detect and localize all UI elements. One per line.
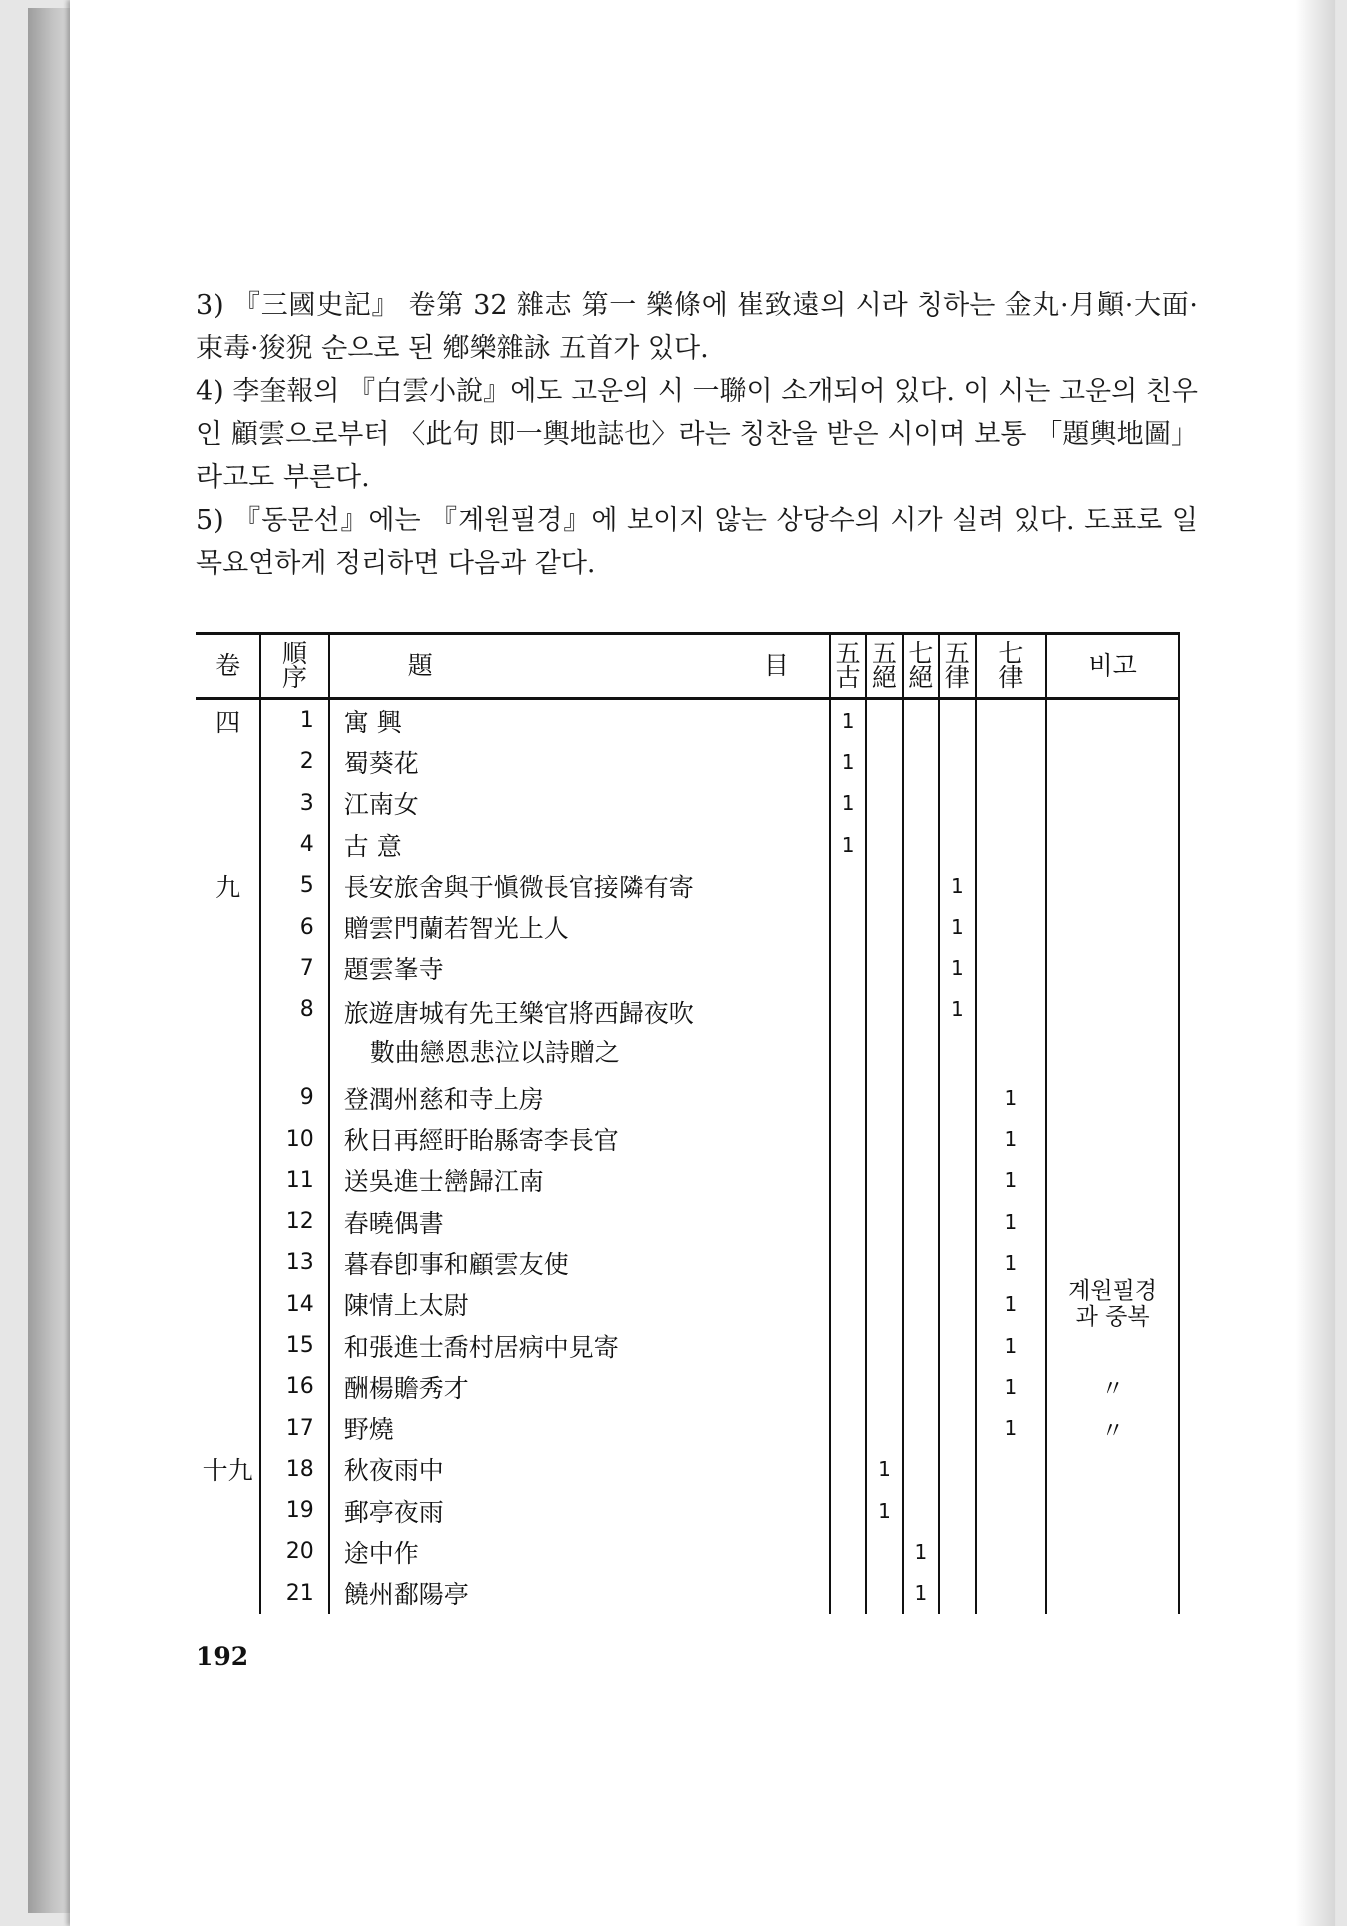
- order-cell: 4: [260, 824, 329, 865]
- volume-cell: [196, 948, 260, 989]
- note-cell: [1046, 989, 1179, 1077]
- note-cell: [1046, 1449, 1179, 1490]
- table-row: [196, 1490, 1179, 1531]
- mark-cell: 1: [976, 1160, 1047, 1201]
- volume-cell: [196, 1201, 260, 1242]
- mark-cell: [830, 865, 866, 906]
- title-cell: 秋夜雨中: [329, 1449, 830, 1490]
- mark-cell: 1: [903, 1573, 939, 1614]
- mark-cell: [866, 1201, 902, 1242]
- note-cell: [1046, 824, 1179, 865]
- ditto-mark: 〃: [1046, 1366, 1179, 1407]
- note-cell: [1046, 1160, 1179, 1201]
- order-cell: 3: [260, 783, 329, 824]
- mark-cell: [866, 1242, 902, 1283]
- title-cell: 長安旅舍與于愼微長官接隣有寄: [329, 865, 830, 906]
- footnote-3: 3) 『三國史記』 卷第 32 雜志 第一 樂條에 崔致遠의 시라 칭하는 金丸·月顚·大面·束毒·狻猊 순으로 된 鄕樂雜詠 五首가 있다.: [196, 290, 1198, 364]
- mark-cell: [903, 699, 939, 742]
- title-cell: 郵亭夜雨: [329, 1490, 830, 1531]
- mark-cell: [866, 1573, 902, 1614]
- mark-cell: [939, 1118, 975, 1159]
- note-cell: [1046, 1573, 1179, 1614]
- note-cell: [1046, 783, 1179, 824]
- mark-cell: [939, 1242, 975, 1283]
- mark-cell: [939, 1490, 975, 1531]
- mark-cell: [976, 1449, 1047, 1490]
- mark-cell: [866, 1407, 902, 1448]
- order-cell: 20: [260, 1531, 329, 1572]
- mark-cell: [830, 1325, 866, 1366]
- mark-cell: 1: [976, 1077, 1047, 1118]
- mark-cell: [830, 948, 866, 989]
- order-cell: 15: [260, 1325, 329, 1366]
- mark-cell: 1: [866, 1449, 902, 1490]
- mark-cell: [866, 1077, 902, 1118]
- volume-cell: [196, 1573, 260, 1614]
- mark-cell: [976, 948, 1047, 989]
- mark-cell: [903, 824, 939, 865]
- table-row: [196, 1201, 1179, 1242]
- mark-cell: [976, 865, 1047, 906]
- volume-cell: [196, 1490, 260, 1531]
- title-cell: 途中作: [329, 1531, 830, 1572]
- order-cell: 5: [260, 865, 329, 906]
- table-row: [196, 1160, 1179, 1201]
- mark-cell: [866, 1284, 902, 1325]
- volume-cell: [196, 1242, 260, 1283]
- table-row: [196, 824, 1179, 865]
- table-header-row: [196, 634, 1179, 699]
- mark-cell: 1: [939, 989, 975, 1077]
- note-cell: [1046, 741, 1179, 782]
- volume-cell: [196, 906, 260, 947]
- mark-cell: [866, 824, 902, 865]
- title-cell: 寓 興: [329, 699, 830, 742]
- title-cell: 陳情上太尉: [329, 1284, 830, 1325]
- mark-cell: [866, 783, 902, 824]
- volume-cell: 九: [215, 872, 241, 902]
- mark-cell: [830, 1160, 866, 1201]
- mark-cell: [866, 906, 902, 947]
- table-row: [196, 1407, 1179, 1448]
- table-row: [196, 1531, 1179, 1572]
- title-cell: 和張進士喬村居病中見寄: [329, 1325, 830, 1366]
- mark-cell: [976, 824, 1047, 865]
- mark-cell: [866, 1118, 902, 1159]
- mark-cell: 1: [976, 1118, 1047, 1159]
- mark-cell: [866, 1160, 902, 1201]
- mark-cell: 1: [939, 948, 975, 989]
- mark-cell: [976, 1531, 1047, 1572]
- footnote-5: 5) 『동문선』에는 『계원필경』에 보이지 않는 상당수의 시가 실려 있다. 도표로 일목요연하게 정리하면 다음과 같다.: [196, 505, 1198, 579]
- mark-cell: [903, 1490, 939, 1531]
- mark-cell: [939, 699, 975, 742]
- mark-cell: [903, 1118, 939, 1159]
- mark-cell: 1: [976, 1242, 1047, 1283]
- note-cell: [1046, 906, 1179, 947]
- title-cell: 酬楊贍秀才: [329, 1366, 830, 1407]
- mark-cell: [939, 1366, 975, 1407]
- page-number: 192: [196, 1642, 249, 1671]
- title-cell: 登潤州慈和寺上房: [329, 1077, 830, 1118]
- title-cell: 秋日再經盱眙縣寄李長官: [329, 1118, 830, 1159]
- mark-cell: [866, 989, 902, 1077]
- mark-cell: 1: [830, 824, 866, 865]
- order-cell: 7: [260, 948, 329, 989]
- header-note: 비고: [1046, 634, 1179, 699]
- title-cell: 送吳進士巒歸江南: [329, 1160, 830, 1201]
- volume-cell: [196, 1531, 260, 1572]
- order-cell: 12: [260, 1201, 329, 1242]
- mark-cell: [939, 783, 975, 824]
- mark-cell: [939, 1573, 975, 1614]
- mark-cell: [903, 1160, 939, 1201]
- mark-cell: [866, 699, 902, 742]
- header-seven-jueju: 七 絕: [903, 634, 939, 699]
- mark-cell: [939, 741, 975, 782]
- title-cell: 野燒: [329, 1407, 830, 1448]
- table-row: [196, 1242, 1179, 1283]
- table-row: [196, 741, 1179, 782]
- mark-cell: [939, 1284, 975, 1325]
- mark-cell: 1: [976, 1201, 1047, 1242]
- volume-cell: [196, 783, 260, 824]
- volume-cell: [196, 1366, 260, 1407]
- volume-cell: [196, 1407, 260, 1448]
- table-row: [196, 699, 1179, 742]
- mark-cell: [939, 1325, 975, 1366]
- note-cell: [1046, 1118, 1179, 1159]
- mark-cell: [830, 1407, 866, 1448]
- order-cell: 19: [260, 1490, 329, 1531]
- mark-cell: [866, 948, 902, 989]
- title-cell: 春曉偶書: [329, 1201, 830, 1242]
- title-cell: 旅遊唐城有先王樂官將西歸夜吹 數曲戀恩悲泣以詩贈之: [329, 989, 830, 1077]
- mark-cell: [903, 1407, 939, 1448]
- mark-cell: [830, 1573, 866, 1614]
- mark-cell: [866, 1325, 902, 1366]
- title-cell: 江南女: [329, 783, 830, 824]
- title-cell: 蜀葵花: [329, 741, 830, 782]
- mark-cell: [939, 1407, 975, 1448]
- volume-cell: [196, 1325, 260, 1366]
- mark-cell: [830, 1490, 866, 1531]
- mark-cell: [830, 1201, 866, 1242]
- volume-cell: [196, 741, 260, 782]
- table-row: [196, 1449, 1179, 1490]
- mark-cell: 1: [866, 1490, 902, 1531]
- mark-cell: 1: [830, 699, 866, 742]
- table-row: [196, 1284, 1179, 1325]
- order-cell: 10: [260, 1118, 329, 1159]
- table-row: [196, 1118, 1179, 1159]
- order-cell: 13: [260, 1242, 329, 1283]
- mark-cell: [830, 1366, 866, 1407]
- header-five-jueju: 五 絕: [866, 634, 902, 699]
- mark-cell: [830, 1449, 866, 1490]
- mark-cell: [939, 1201, 975, 1242]
- mark-cell: [903, 783, 939, 824]
- order-cell: 18: [260, 1449, 329, 1490]
- mark-cell: [830, 1531, 866, 1572]
- table-row: [196, 783, 1179, 824]
- header-order: 順 序: [260, 634, 329, 699]
- mark-cell: [939, 1160, 975, 1201]
- mark-cell: [903, 1366, 939, 1407]
- mark-cell: [939, 1531, 975, 1572]
- title-cell: 暮春卽事和顧雲友使: [329, 1242, 830, 1283]
- table-row: [196, 1077, 1179, 1118]
- footnote-4: 4) 李奎報의 『白雲小說』에도 고운의 시 一聯이 소개되어 있다. 이 시는 고운의 친우인 顧雲으로부터 〈此句 即一輿地誌也〉라는 칭찬을 받은 시이며 보통 「題輿地圖」라고도 부른다.: [196, 376, 1198, 493]
- order-cell: 17: [260, 1407, 329, 1448]
- order-cell: 1: [260, 699, 329, 742]
- mark-cell: [903, 989, 939, 1077]
- volume-cell: 十九: [202, 1456, 253, 1486]
- note-cell: [1046, 1490, 1179, 1531]
- note-cell: [1046, 1201, 1179, 1242]
- mark-cell: [830, 906, 866, 947]
- order-cell: 14: [260, 1284, 329, 1325]
- mark-cell: [903, 1284, 939, 1325]
- mark-cell: [976, 783, 1047, 824]
- volume-cell: [196, 989, 260, 1077]
- note-cell: [1046, 699, 1179, 742]
- volume-cell: 四: [215, 707, 241, 737]
- poem-table: [196, 632, 1180, 1614]
- mark-cell: [830, 989, 866, 1077]
- note-cell-duplicate: 계원필경 과 중복: [1046, 1242, 1179, 1366]
- mark-cell: 1: [976, 1366, 1047, 1407]
- mark-cell: [976, 1573, 1047, 1614]
- header-five-ancient: 五 古: [830, 634, 866, 699]
- mark-cell: [866, 1366, 902, 1407]
- title-cell: 古 意: [329, 824, 830, 865]
- mark-cell: [903, 906, 939, 947]
- order-cell: 8: [260, 989, 329, 1077]
- table-row: [196, 1573, 1179, 1614]
- mark-cell: [976, 989, 1047, 1077]
- table-row: [196, 1366, 1179, 1407]
- table-row: [196, 948, 1179, 989]
- order-cell: 16: [260, 1366, 329, 1407]
- header-seven-lushi: 七 律: [976, 634, 1047, 699]
- order-cell: 2: [260, 741, 329, 782]
- title-cell: 題雲峯寺: [329, 948, 830, 989]
- mark-cell: [939, 1077, 975, 1118]
- mark-cell: [939, 824, 975, 865]
- mark-cell: [903, 1325, 939, 1366]
- mark-cell: [830, 1118, 866, 1159]
- note-cell: [1046, 948, 1179, 989]
- volume-cell: [196, 824, 260, 865]
- mark-cell: [903, 948, 939, 989]
- table-row: [196, 865, 1179, 906]
- title-cell: 饒州鄱陽亭: [329, 1573, 830, 1614]
- table-row: [196, 989, 1179, 1077]
- mark-cell: 1: [939, 865, 975, 906]
- book-spine-edge: [28, 8, 74, 1913]
- mark-cell: [903, 741, 939, 782]
- mark-cell: [976, 1490, 1047, 1531]
- mark-cell: [903, 1449, 939, 1490]
- title-cell: 贈雲門蘭若智光上人: [329, 906, 830, 947]
- order-cell: 11: [260, 1160, 329, 1201]
- volume-cell: [196, 1284, 260, 1325]
- mark-cell: [866, 865, 902, 906]
- mark-cell: 1: [939, 906, 975, 947]
- mark-cell: 1: [830, 783, 866, 824]
- mark-cell: [976, 741, 1047, 782]
- mark-cell: [903, 865, 939, 906]
- order-cell: 9: [260, 1077, 329, 1118]
- mark-cell: 1: [830, 741, 866, 782]
- table-row: [196, 906, 1179, 947]
- mark-cell: [976, 699, 1047, 742]
- mark-cell: [903, 1242, 939, 1283]
- note-cell: [1046, 1531, 1179, 1572]
- table-row: [196, 1325, 1179, 1366]
- mark-cell: [830, 1077, 866, 1118]
- volume-cell: [196, 1160, 260, 1201]
- note-cell: [1046, 1077, 1179, 1118]
- mark-cell: [903, 1201, 939, 1242]
- volume-cell: [196, 1118, 260, 1159]
- header-five-lushi: 五 律: [939, 634, 975, 699]
- mark-cell: [866, 741, 902, 782]
- mark-cell: [939, 1449, 975, 1490]
- mark-cell: [903, 1077, 939, 1118]
- mark-cell: [830, 1242, 866, 1283]
- page-shadow: [1295, 0, 1335, 1926]
- mark-cell: [976, 906, 1047, 947]
- header-volume: 卷: [196, 634, 260, 699]
- header-title: 題 目: [329, 634, 830, 699]
- mark-cell: [830, 1284, 866, 1325]
- mark-cell: 1: [976, 1407, 1047, 1448]
- mark-cell: [866, 1531, 902, 1572]
- mark-cell: 1: [976, 1284, 1047, 1325]
- ditto-mark: 〃: [1046, 1407, 1179, 1448]
- mark-cell: 1: [903, 1531, 939, 1572]
- mark-cell: 1: [976, 1325, 1047, 1366]
- volume-cell: [196, 1077, 260, 1118]
- order-cell: 6: [260, 906, 329, 947]
- order-cell: 21: [260, 1573, 329, 1614]
- note-cell: [1046, 865, 1179, 906]
